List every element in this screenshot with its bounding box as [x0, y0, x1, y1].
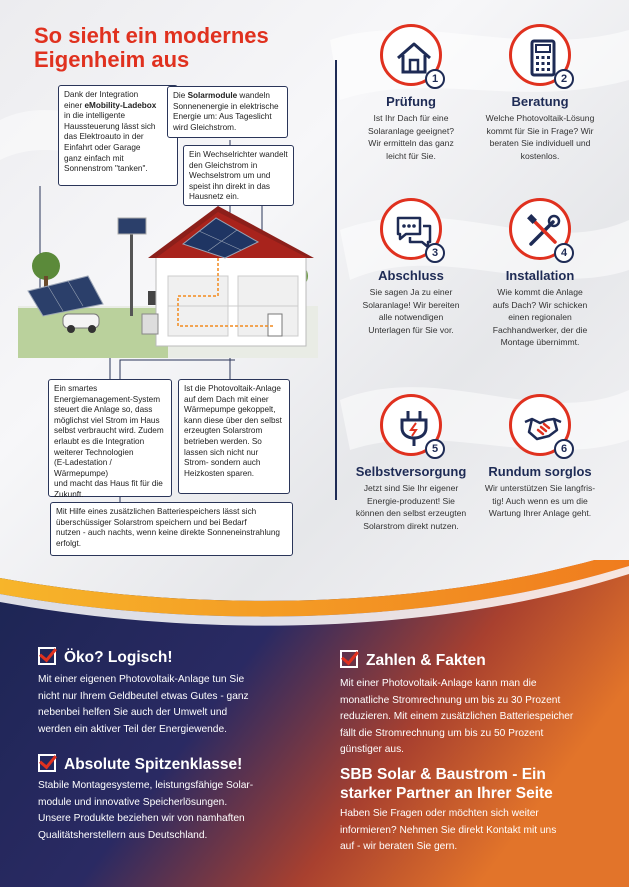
oeko-text: Mit einer eigenen Photovoltaik-Anlage tun Sie nicht nur Ihrem Geldbeutel etwas Gutes - ganz nebenbei helfen Sie auch der Umwelt und werden ein aktiver Teil der Energiewende. — [38, 674, 249, 735]
zahlen-title: Zahlen & Fakten — [340, 650, 486, 670]
step-number: 3 — [425, 243, 445, 263]
battery-icon — [268, 314, 282, 336]
step-1 — [346, 24, 476, 162]
callout-waermepumpe: Ist die Photovoltaik-Anlage auf dem Dach mit einer Wärmepumpe gekoppelt, kann diese über den selbst erzeugten Solarstrom betrieben werden. So lassen sich nicht nur Strom- sondern auch Heizkosten sparen. — [178, 379, 290, 494]
step-number: 2 — [554, 69, 574, 89]
step-5-circle — [380, 394, 442, 456]
checkbox-icon — [38, 647, 56, 665]
step-number: 6 — [554, 439, 574, 459]
checkbox-icon — [38, 754, 56, 772]
step-title: Rundum sorglos — [488, 464, 592, 479]
tree-icon — [32, 252, 60, 280]
step-number: 1 — [425, 69, 445, 89]
step-6-circle — [509, 394, 571, 456]
step-5 — [346, 394, 476, 532]
step-4 — [475, 198, 605, 349]
spitze-text: Stabile Montagesysteme, leistungsfähige Solar- module und innovative Speicherlösungen. Unsere Produkte beziehen wir von namhaften Qualitätsherstellern aus Deutschland. — [38, 780, 254, 841]
partner-title: SBB Solar & Baustrom - Ein starker Partner an Ihrer Seite — [340, 766, 553, 802]
callout-batterie: Mit Hilfe eines zusätzlichen Batteriespeichers lässt sich überschüssiger Solarstrom speichern und bei Bedarf nutzen - auch nachts, wenn keine direkte Sonneneinstrahlung erfolgt. — [50, 502, 293, 556]
zahlen-text: Mit einer Photovoltaik-Anlage kann man die monatliche Stromrechnung um bis zu 30 Prozent reduzieren. Mit einem zusätzlichen Batteriespeicher fällt die Stromrechnung um bis zu 50 Prozent günstiger aus. — [340, 678, 574, 755]
step-description: Sie sagen Ja zu einer Solaranlage! Wir bereiten alle notwendigen Unterlagen für Sie vor. — [362, 287, 460, 335]
checkbox-icon — [340, 650, 358, 668]
step-number: 4 — [554, 243, 574, 263]
partner-text: Haben Sie Fragen oder möchten sich weiter informieren? Nehmen Sie direkt Kontakt mit uns auf - wir beraten Sie gern. — [340, 808, 557, 852]
callout-wechselrichter: Ein Wechselrichter wandelt den Gleichstrom in Wechselstrom um und speist ihn direkt in das Hausnetz ein. — [183, 145, 294, 206]
step-1-circle — [380, 24, 442, 86]
step-title: Abschluss — [378, 268, 444, 283]
step-2-circle — [509, 24, 571, 86]
step-description: Jetzt sind Sie Ihr eigener Energie-produzent! Sie können den selbst erzeugten Solarstrom direkt nutzen. — [355, 483, 467, 531]
step-number: 5 — [425, 439, 445, 459]
step-description: Wir unterstützen Sie langfris- tig! Auch wenn es um die Wartung Ihrer Anlage geht. — [484, 483, 596, 519]
smart-home-illustration — [18, 196, 318, 358]
step-title: Installation — [505, 268, 575, 283]
heat-pump-icon — [142, 314, 158, 334]
column-divider — [335, 60, 337, 500]
step-4-circle — [509, 198, 571, 260]
callout-energiemanagement: Ein smartes Energiemanagement-System steuert die Anlage so, dass möglichst viel Strom im Haus selbst verbraucht wird. Zudem erlaubt es die Integration weiterer Technologien (E-Ladestation / Wärmepumpe) und macht das Haus fit für die Zukunft. — [48, 379, 172, 497]
callout-solarmodule: Die Solarmodule wandeln Sonnenenergie in elektrische Energie um: Aus Tageslicht wird Gleichstrom. — [167, 86, 288, 138]
callout-emobility: Dank der Integration einer eMobility-Ladebox in die intelligente Haussteuerung lässt sich das Elektroauto in der Einfahrt oder Garage ganz einfach mit Sonnenstrom "tanken". — [58, 85, 178, 186]
headline-line-1: So sieht ein modernes — [34, 23, 269, 48]
step-description: Welche Photovoltaik-Lösung kommt für Sie in Frage? Wir beraten Sie individuell und kostenlos. — [485, 113, 595, 161]
step-description: Ist Ihr Dach für eine Solaranlage geeignet? Wir ermitteln das ganz leicht für Sie. — [367, 113, 454, 161]
headline-line-2: Eigenheim aus — [34, 47, 190, 72]
spitze-title: Absolute Spitzenklasse! — [38, 754, 242, 774]
step-6 — [475, 394, 605, 520]
step-title: Prüfung — [386, 94, 436, 109]
step-description: Wie kommt die Anlage aufs Dach? Wir schicken einen regionalen Fachhandwerker, der die Montage übernimmt. — [492, 287, 588, 348]
step-title: Selbstversorgung — [355, 464, 467, 479]
step-3 — [346, 198, 476, 336]
oeko-title: Öko? Logisch! — [38, 647, 173, 667]
step-title: Beratung — [511, 94, 569, 109]
step-3-circle — [380, 198, 442, 260]
step-2 — [475, 24, 605, 162]
charging-box-icon — [148, 291, 156, 305]
